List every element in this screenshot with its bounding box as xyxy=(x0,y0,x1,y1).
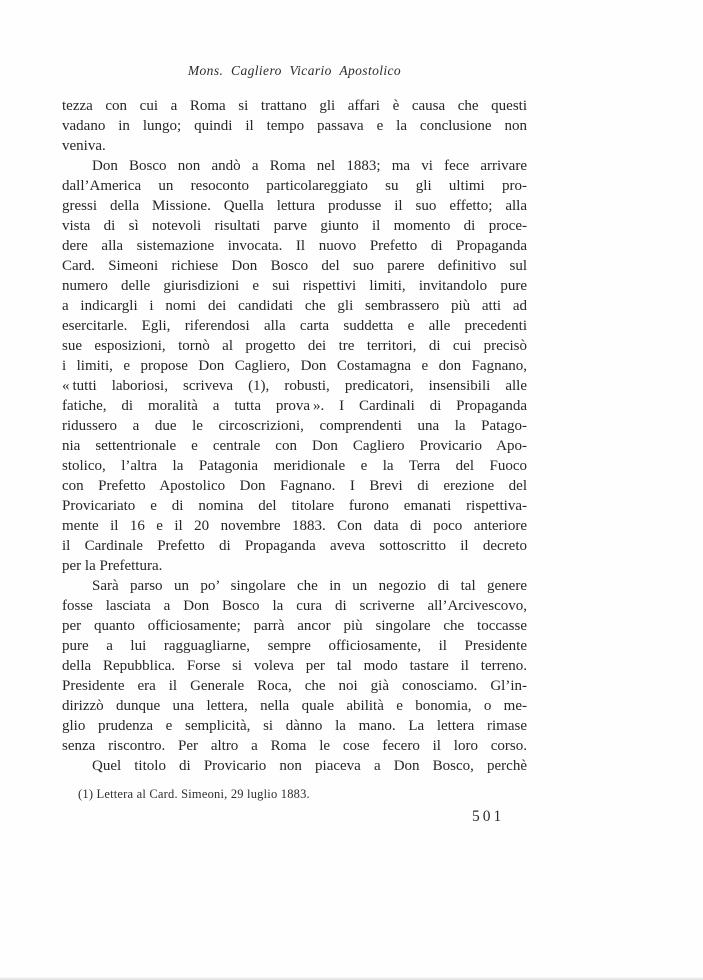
text-line: per la Prefettura. xyxy=(62,558,163,574)
text-line: Presidente era il Generale Roca, che noi già conosciamo. Gl’in- xyxy=(62,678,527,694)
text-line: il Cardinale Prefetto di Propaganda aveva sottoscritto il decreto xyxy=(62,538,527,554)
text-line: dall’America un resoconto particolareggiato su gli ultimi pro- xyxy=(62,178,527,194)
page-number: 501 xyxy=(472,808,505,825)
text-line: pure a lui ragguagliarne, sempre officiosamente, il Presidente xyxy=(62,638,527,654)
text-line: Don Bosco non andò a Roma nel 1883; ma vi fece arrivare xyxy=(92,158,527,174)
text-line: i limiti, e propose Don Cagliero, Don Costamagna e don Fagnano, xyxy=(62,358,527,374)
text-line: a indicargli i nomi dei candidati che gli sembrassero più atti ad xyxy=(62,298,527,314)
running-head: Mons. Cagliero Vicario Apostolico xyxy=(187,63,402,78)
text-line: senza riscontro. Per altro a Roma le cose fecero il loro corso. xyxy=(62,738,527,754)
text-line: dirizzò dunque una lettera, nella quale abilità e bonomia, o me- xyxy=(62,698,527,714)
text-line: stolico, l’altra la Patagonia meridionale e la Terra del Fuoco xyxy=(62,458,527,474)
text-line: fatiche, di moralità a tutta prova ». I Cardinali di Propaganda xyxy=(62,398,527,414)
text-line: fosse lasciata a Don Bosco la cura di scriverne all’Arcivescovo, xyxy=(62,598,527,614)
text-line: nia settentrionale e centrale con Don Cagliero Provicario Apo- xyxy=(62,438,527,454)
text-line: Sarà parso un po’ singolare che in un negozio di tal genere xyxy=(92,578,527,594)
text-line: dere alla sistemazione invocata. Il nuovo Prefetto di Propaganda xyxy=(62,238,527,254)
text-line: per quanto officiosamente; parrà ancor più singolare che toccasse xyxy=(62,618,527,634)
text-line: Quel titolo di Provicario non piaceva a Don Bosco, perchè xyxy=(92,758,527,774)
text-line: mente il 16 e il 20 novembre 1883. Con data di poco anteriore xyxy=(62,518,527,534)
text-line: sue esposizioni, tornò al progetto dei tre territori, di cui precisò xyxy=(62,338,527,354)
text-line: tezza con cui a Roma si trattano gli affari è causa che questi xyxy=(62,98,527,114)
text-line: Card. Simeoni richiese Don Bosco del suo parere definitivo sul xyxy=(62,258,527,274)
text-line: Provicariato e di nomina del titolare furono emanati rispettiva- xyxy=(62,498,527,514)
text-line: « tutti laboriosi, scriveva (1), robusti, predicatori, insensibili alle xyxy=(62,378,527,394)
text-line: ridussero a due le circoscrizioni, comprendenti una la Patago- xyxy=(62,418,527,434)
body-text xyxy=(62,96,527,776)
text-line: vadano in lungo; quindi il tempo passava e la conclusione non xyxy=(62,118,527,134)
text-line: glio prudenza e semplicità, si dànno la mano. La lettera rimase xyxy=(62,718,527,734)
footnote: (1) Lettera al Card. Simeoni, 29 luglio 1883. xyxy=(78,787,310,801)
text-line: esercitarle. Egli, riferendosi alla carta suddetta e alle precedenti xyxy=(62,318,527,334)
text-line: con Prefetto Apostolico Don Fagnano. I Brevi di erezione del xyxy=(62,478,527,494)
text-line: numero delle giurisdizioni e sui rispettivi limiti, invitandolo pure xyxy=(62,278,527,294)
text-line: vista di sì notevoli risultati parve giunto il momento di proce- xyxy=(62,218,527,234)
text-line: veniva. xyxy=(62,138,106,154)
text-line: della Repubblica. Forse si voleva per tal modo tastare il terreno. xyxy=(62,658,527,674)
text-line: gressi della Missione. Quella lettura produsse il suo effetto; alla xyxy=(62,198,527,214)
